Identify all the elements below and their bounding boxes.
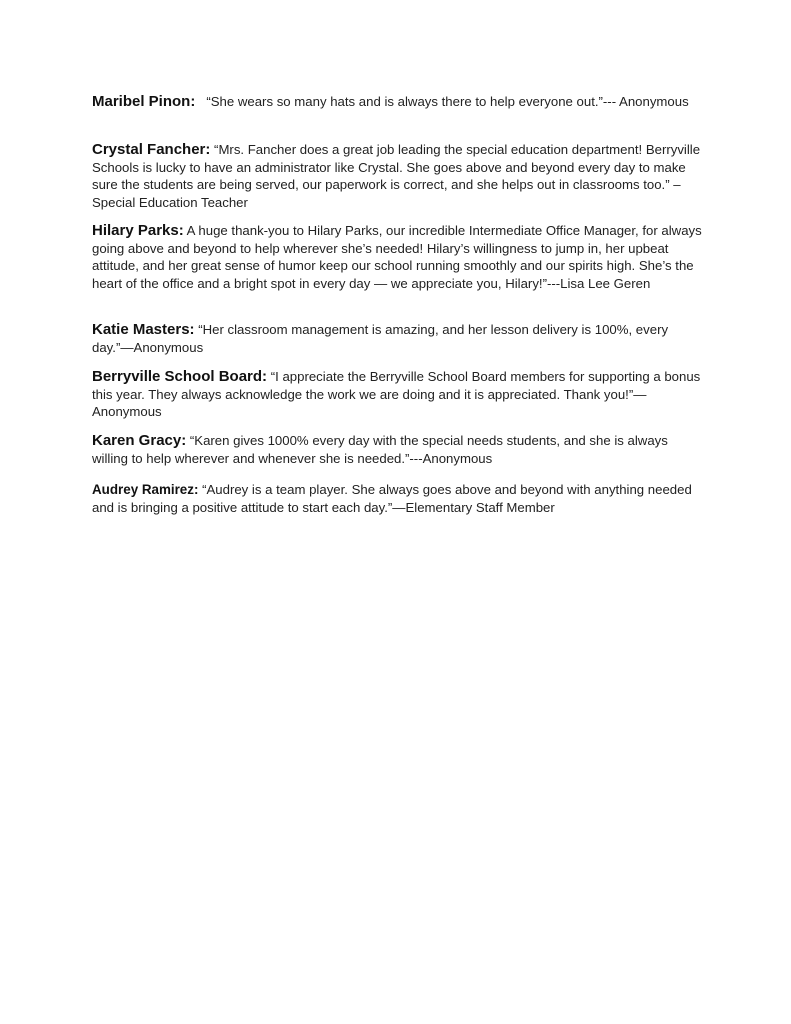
staff-name: Karen Gracy: [92,432,187,449]
recognition-entry [92,141,704,211]
recognition-quote: “She wears so many hats and is always there to help everyone out.”--- Anonymous [206,94,689,109]
staff-name: Crystal Fancher: [92,141,211,158]
recognition-quote: “Mrs. Fancher does a great job leading the special education department! Berryville Schools is lucky to have an administrator like Crystal. She goes above and beyond every day to make sure the students are being served, our paperwork is correct, and she helps out in classrooms too.” –Special Education Teacher [92,142,701,210]
recognition-quote: “Audrey is a team player. She always goes above and beyond with anything needed and is bringing a positive attitude to start each day.”—Elementary Staff Member [92,482,692,515]
recognition-quote: A huge thank-you to Hilary Parks, our incredible Intermediate Office Manager, for always going above and beyond to help wherever she’s needed! Hilary’s willingness to jump in, her upbeat attitude, and her great sense of humor keep our school running smoothly and our spirits high. She’s the heart of the office and a bright spot in every day — we appreciate you, Hilary!”---Lisa Lee Geren [92,223,702,291]
recognition-quote: “Her classroom management is amazing, and her lesson delivery is 100%, every day.”—Anonymous [92,322,669,355]
recognition-entry [92,321,704,356]
recognition-entry [92,222,704,292]
recognition-entry [92,432,704,467]
staff-name: Hilary Parks: [92,222,184,239]
staff-name: Audrey Ramirez: [92,482,199,497]
staff-name: Katie Masters: [92,321,195,338]
recognition-entry [92,368,704,421]
recognition-entry [92,481,704,516]
recognition-quote: “Karen gives 1000% every day with the special needs students, and she is always willing to help wherever and whenever she is needed.”---Anonymous [92,433,668,466]
recognition-entry [92,93,704,111]
staff-name: Berryville School Board: [92,368,268,385]
staff-name: Maribel Pinon: [92,93,196,110]
recognition-quote: “I appreciate the Berryville School Board members for supporting a bonus this year. They always acknowledge the work we are doing and it is appreciated. Thank you!”—Anonymous [92,369,701,420]
